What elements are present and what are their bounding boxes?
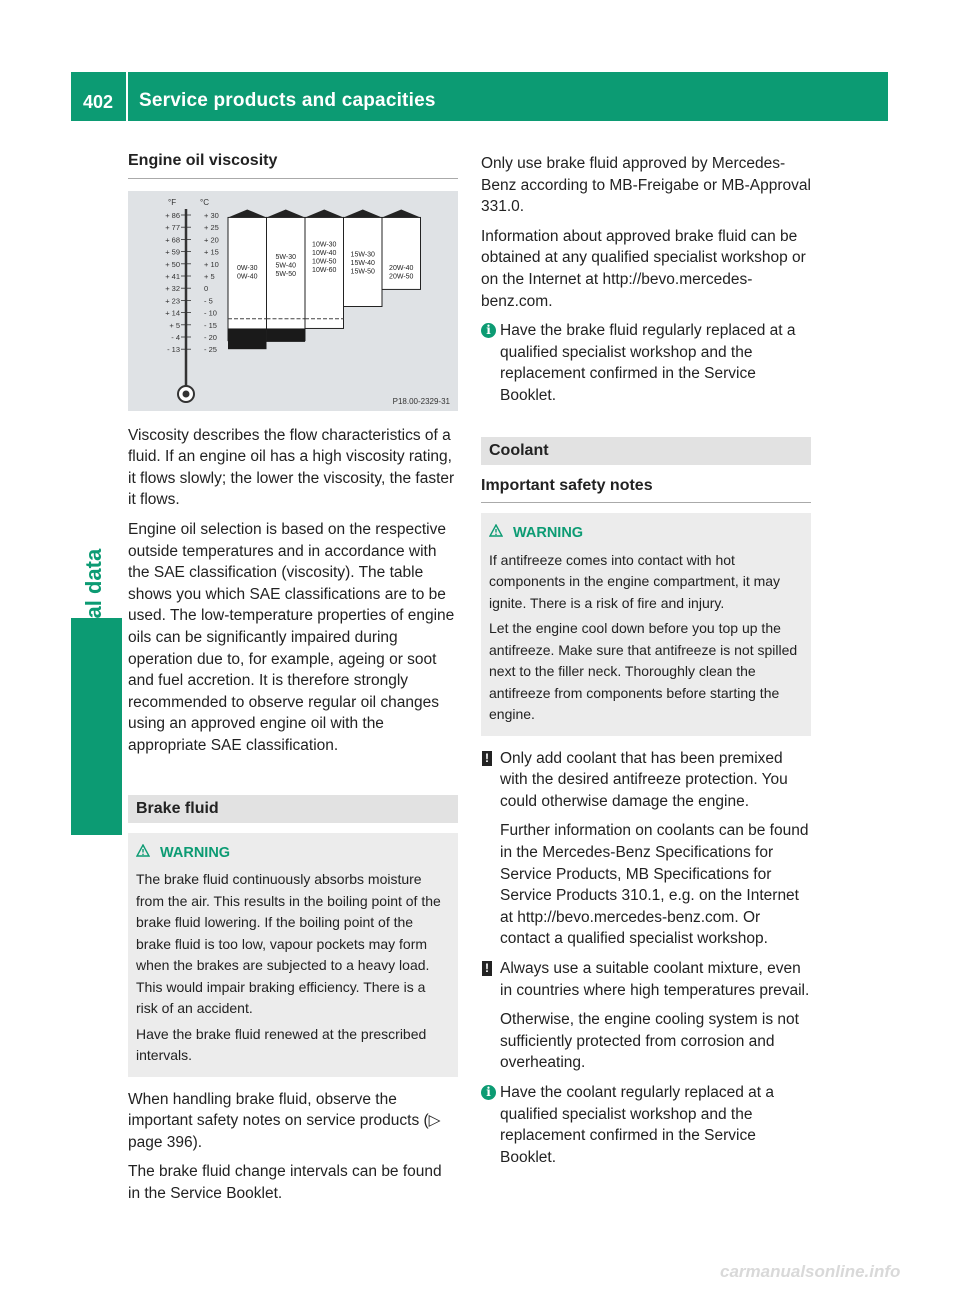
coolant-warning-box [481,513,811,736]
viscosity-chart [128,191,458,411]
bar-arrow [267,209,306,217]
info-note-coolant-text: Have the coolant regularly replaced at a qualified specialist workshop and the replacement confirmed in the Service Booklet. [500,1083,774,1166]
viscosity-bar [267,209,306,341]
bar-arrow [305,209,344,217]
chart-reference: P18.00-2329-31 [392,396,450,406]
bar-label: 10W-50 [312,258,337,266]
oil-selection-paragraph: Engine oil selection is based on the respective outside temperatures and in accordance with the SAE classification (viscosity). The table shows you which SAE classifications are to be used. The low-temperature properties of engine oils can be significantly impaired during operation due to, for example, ageing or soot and fuel accretion. It is therefore strongly recommended to observe regular oil changes using an approved engine oil with the appropriate SAE classification. [128,520,455,754]
fahrenheit-tick: + 77 [165,222,180,232]
fahrenheit-tick: + 5 [169,320,180,330]
header-divider [126,72,128,121]
viscosity-bar [382,209,421,289]
viscosity-paragraph: Viscosity describes the flow characteristics of a fluid. If an engine oil has a high viscosity rating, it flows slowly; the lower the viscosity, the faster it flows. [128,426,455,509]
info-icon: i [481,323,496,338]
celsius-tick: - 20 [204,332,217,342]
coolant-warning-title: WARNING [513,525,584,542]
brake-fluid-heading: Brake fluid [128,795,458,823]
fluid-info-paragraph: Information about approved brake fluid can be obtained at any qualified specialist workshop or on the Internet at http://bevo.mercedes-benz.com. [481,227,806,310]
exclamation-icon: ! [482,961,492,976]
celsius-tick: 0 [204,283,209,293]
celsius-tick: + 10 [204,259,219,269]
coolant-heading: Coolant [481,437,811,465]
viscosity-bar [305,209,344,328]
caution-premix-info: Further information on coolants can be found in the Mercedes-Benz Specifications for Service Products, MB Specifications for Service Products 310.1, e.g. on the Internet at http://bevo.mercedes-benz.com. Or contact a qualified specialist workshop. [500,822,809,948]
coolant-warning-text: If antifreeze comes into contact with hot components in the engine compartment, it may ignite. There is a risk of fire and injury. [489,551,781,611]
bar-label: 0W-40 [237,272,258,280]
warning-triangle-icon [489,523,505,545]
celsius-tick: - 25 [204,344,217,354]
celsius-tick: - 5 [204,295,213,305]
thermometer-bulb-core [183,390,190,397]
bar-label: 15W-40 [350,259,375,267]
bar-label: 5W-40 [275,262,296,270]
bar-arrow [344,209,383,217]
info-note-coolant [481,1082,811,1168]
brake-interval-paragraph: The brake fluid change intervals can be found in the Service Booklet. [128,1163,442,1202]
left-column [128,150,458,1212]
fahrenheit-tick: + 86 [165,210,180,220]
page-number: 402 [82,92,114,112]
caution-note-premix [481,748,811,950]
info-note-brake-text: Have the brake fluid regularly replaced at a qualified specialist workshop and the replacement confirmed in the Service Booklet. [500,322,796,404]
celsius-tick: - 10 [204,308,217,318]
engine-oil-heading: Engine oil viscosity [128,152,278,169]
fahrenheit-label: °F [168,197,177,207]
fahrenheit-tick: - 13 [167,344,180,354]
temperature-ticks [165,211,219,354]
caution-premix-text: Only add coolant that has been premixed with the desired antifreeze protection. You could otherwise damage the engine. [500,749,788,810]
bar-body [267,217,306,340]
bar-label: 10W-60 [312,266,337,274]
fahrenheit-tick: + 32 [165,283,180,293]
bar-label: 10W-40 [312,249,337,257]
bar-label: 20W-40 [389,264,414,272]
coolant-warning-instruction: Let the engine cool down before you top up the antifreeze. Make sure that antifreeze is not spilled next to the filler neck. Thoroughly clean the antifreeze from components before starting the engine. [489,620,798,723]
bar-arrow [382,209,421,217]
brake-warning-box [128,833,458,1077]
fahrenheit-tick: + 68 [165,234,180,244]
brake-warning-text: The brake fluid continuously absorbs moisture from the air. This results in the boiling point of the brake fluid lowering. If the boiling point of the brake fluid is too low, vapour pockets may form when the brakes are subjected to a heavy load. This would impair braking efficiency. There is a risk of an accident. [136,871,441,1016]
celsius-tick: - 15 [204,320,217,330]
celsius-tick: + 15 [204,247,219,257]
fahrenheit-tick: - 4 [171,332,180,342]
bar-label: 15W-30 [350,251,375,259]
bar-label: 0W-30 [237,264,258,272]
bar-label: 10W-30 [312,241,337,249]
info-note-brake [481,320,811,406]
brake-warning-title: WARNING [160,844,231,861]
bar-label: 20W-50 [389,272,414,280]
caution-note-mixture [481,958,811,1074]
caution-mixture-consequence: Otherwise, the engine cooling system is not sufficiently protected from corrosion and overheating. [500,1011,799,1072]
watermark: carmanualsonline.info [720,1262,901,1281]
celsius-tick: + 20 [204,234,219,244]
side-tab-marker [71,618,122,835]
celsius-tick: + 25 [204,222,219,232]
page-title: Service products and capacities [139,90,436,111]
bar-arrow [228,209,267,217]
safety-notes-heading: Important safety notes [481,476,653,494]
viscosity-chart-svg [128,191,458,411]
brake-warning-instruction: Have the brake fluid renewed at the prescribed intervals. [136,1025,427,1063]
right-column [481,153,811,1176]
fahrenheit-tick: + 50 [165,259,180,269]
celsius-tick: + 30 [204,210,219,220]
bar-dark-zone [267,328,306,341]
info-icon: i [481,1085,496,1100]
caution-mixture-text: Always use a suitable coolant mixture, even in countries where high temperatures prevail. [500,959,810,999]
warning-triangle-icon [136,843,152,865]
fahrenheit-tick: + 41 [165,271,180,281]
bar-dark-zone [228,328,267,349]
viscosity-bars [228,209,421,349]
approved-fluid-paragraph: Only use brake fluid approved by Mercedes-Benz according to MB-Freigabe or MB-Approval 331.0. [481,155,811,216]
bar-label: 5W-50 [275,270,296,278]
fahrenheit-tick: + 59 [165,247,180,257]
fahrenheit-tick: + 14 [165,308,180,318]
brake-handling-paragraph: When handling brake fluid, observe the important safety notes on service products (▷ page 396). [128,1090,441,1151]
bar-label: 5W-30 [275,253,296,261]
viscosity-bar [228,209,267,349]
celsius-label: °C [200,197,209,207]
celsius-tick: + 5 [204,271,215,281]
exclamation-icon: ! [482,751,492,766]
viscosity-bar [344,209,383,306]
fahrenheit-tick: + 23 [165,295,180,305]
bar-label: 15W-50 [350,268,375,276]
